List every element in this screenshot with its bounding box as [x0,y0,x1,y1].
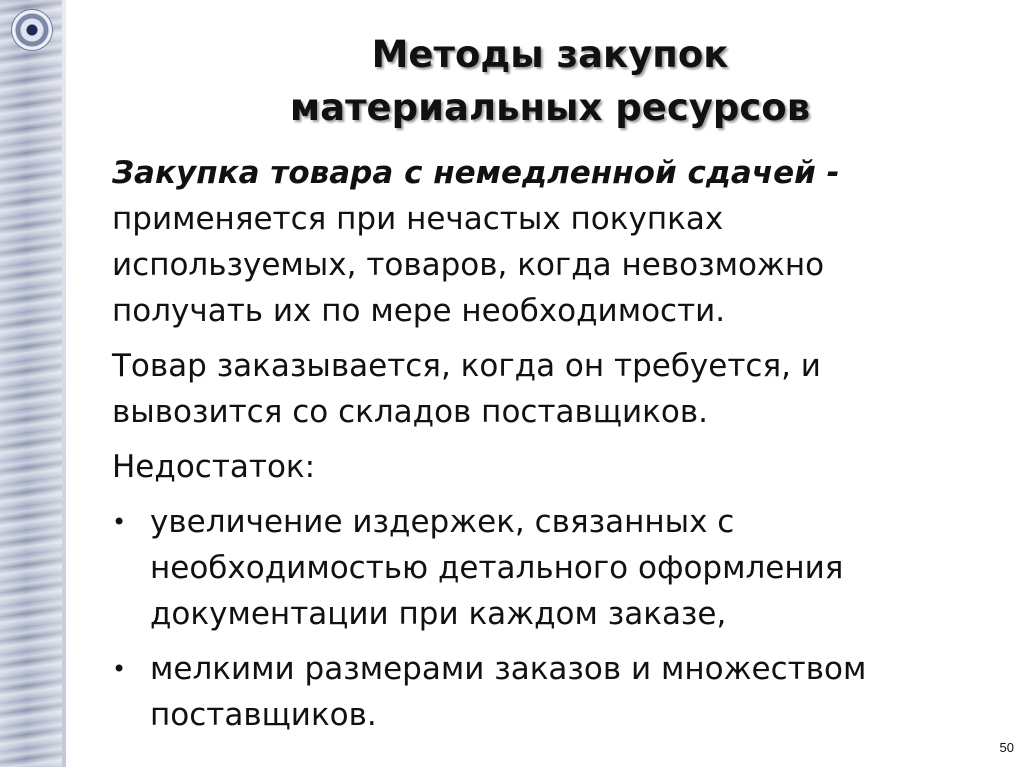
bullet-1-line-3: документации при каждом заказе, [150,596,727,632]
order-line-2: вывозится со складов поставщиков. [112,394,708,430]
intro-paragraph [112,150,982,334]
list-item [112,499,982,637]
bullet-2-line-1: мелкими размерами заказов и множеством [150,651,867,687]
drawback-label: Недостаток: [112,449,316,485]
bullet-icon: • [112,508,127,536]
order-paragraph [112,343,982,435]
bullet-1-line-2: необходимостью детального оформления [150,550,844,586]
intro-line-3: получать их по мере необходимости. [112,293,726,329]
intro-line-1: применяется при нечастых покупках [112,201,724,237]
order-line-1: Товар заказывается, когда он требуется, и [112,348,821,384]
slide-title-line-2: материальных ресурсов [289,86,811,129]
bullet-icon: • [112,655,127,683]
decorative-side-strip [0,0,66,767]
bullet-1-line-1: увеличение издержек, связанных с [150,504,735,540]
bullet-2-line-2: поставщиков. [150,697,377,733]
drawback-list [112,499,982,738]
slide-body [112,150,982,747]
intro-term: Закупка товара с немедленной сдачей - [112,155,840,191]
decorative-circle-icon [12,10,52,50]
slide-title [150,28,950,134]
slide-title-line-1: Методы закупок [371,33,729,76]
page-number: 50 [999,740,1014,755]
intro-line-2: используемых, товаров, когда невозможно [112,247,825,283]
list-item [112,646,982,738]
